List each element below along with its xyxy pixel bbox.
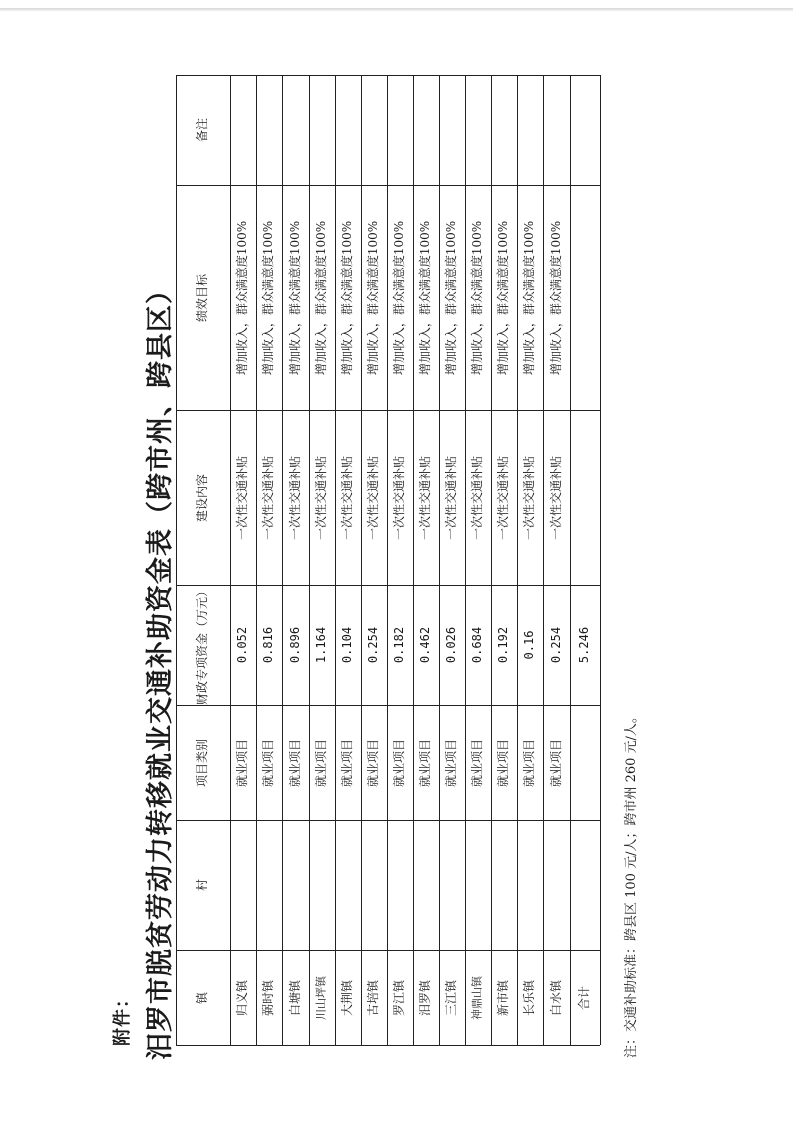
cell-town-text: 白塘镇 [287, 979, 302, 1016]
cell-category-text: 就业项目 [340, 738, 355, 787]
row-border [176, 75, 177, 1045]
total-funds-text: 5.246 [577, 626, 592, 664]
row-border [465, 75, 466, 1045]
cell-content-text: 一次性交通补贴 [314, 455, 329, 540]
scan-edge [0, 8, 793, 11]
cell-content-text: 一次性交通补贴 [261, 455, 276, 540]
cell-target-text: 增加收入，群众满意度100% [366, 220, 381, 375]
row-border [570, 75, 571, 1045]
cell-category-text: 就业项目 [261, 738, 276, 787]
row-border [543, 75, 544, 1045]
cell-town-text: 归义镇 [235, 979, 250, 1016]
column-border [176, 950, 600, 951]
header-town-text: 镇 [195, 991, 210, 1004]
cell-category-text: 就业项目 [366, 738, 381, 787]
cell-target-text: 增加收入，群众满意度100% [548, 220, 563, 375]
cell-content-text: 一次性交通补贴 [235, 455, 250, 540]
cell-content-text: 一次性交通补贴 [287, 455, 302, 540]
cell-town-text: 大荆镇 [340, 979, 355, 1016]
cell-funds-text: 0.16 [522, 630, 537, 660]
header-target-text: 绩效目标 [195, 273, 210, 322]
cell-category-text: 就业项目 [496, 738, 511, 787]
column-border [176, 185, 600, 186]
cell-category-text: 就业项目 [444, 738, 459, 787]
cell-content-text: 一次性交通补贴 [548, 455, 563, 540]
cell-content-text: 一次性交通补贴 [496, 455, 511, 540]
row-border [309, 75, 310, 1045]
cell-target-text: 增加收入，群众满意度100% [340, 220, 355, 375]
cell-target-text: 增加收入，群众满意度100% [392, 220, 407, 375]
cell-content-text: 一次性交通补贴 [340, 455, 355, 540]
cell-funds-text: 1.164 [314, 626, 329, 664]
cell-category-text: 就业项目 [418, 738, 433, 787]
column-border [176, 820, 600, 821]
cell-category-text: 就业项目 [287, 738, 302, 787]
row-border [230, 75, 231, 1045]
cell-town-text: 川山坪镇 [314, 975, 328, 1020]
header-category-text: 项目类别 [195, 738, 210, 787]
cell-funds-text: 0.182 [392, 626, 407, 664]
cell-town-text: 汨罗镇 [418, 979, 433, 1016]
cell-content-text: 一次性交通补贴 [444, 455, 459, 540]
cell-target-text: 增加收入，群众满意度100% [261, 220, 276, 375]
cell-funds-text: 0.254 [548, 626, 563, 664]
cell-funds-text: 0.026 [444, 626, 459, 664]
cell-target-text: 增加收入，群众满意度100% [444, 220, 459, 375]
row-border [413, 75, 414, 1045]
cell-content-text: 一次性交通补贴 [470, 455, 485, 540]
row-border [256, 75, 257, 1045]
row-border [517, 75, 518, 1045]
column-border [176, 1045, 600, 1046]
total-label-text: 合计 [577, 985, 592, 1010]
row-border [600, 75, 601, 1045]
cell-category-text: 就业项目 [522, 738, 537, 787]
cell-funds-text: 0.896 [287, 626, 302, 664]
cell-content-text: 一次性交通补贴 [418, 455, 433, 540]
cell-content-text: 一次性交通补贴 [522, 455, 537, 540]
cell-town-text: 罗江镇 [392, 979, 407, 1016]
cell-target-text: 增加收入，群众满意度100% [496, 220, 511, 375]
cell-funds-text: 0.052 [235, 626, 250, 664]
column-border [176, 75, 600, 76]
cell-target-text: 增加收入，群众满意度100% [470, 220, 485, 375]
column-border [176, 410, 600, 411]
cell-category-text: 就业项目 [470, 738, 485, 787]
row-border [491, 75, 492, 1045]
cell-content-text: 一次性交通补贴 [392, 455, 407, 540]
row-border [361, 75, 362, 1045]
cell-town-text: 三江镇 [444, 979, 459, 1016]
row-border [335, 75, 336, 1045]
row-border [387, 75, 388, 1045]
cell-funds-text: 0.816 [261, 626, 276, 664]
attachment-label: 附件： [112, 989, 133, 1046]
cell-content-text: 一次性交通补贴 [366, 455, 381, 540]
cell-funds-text: 0.462 [418, 626, 433, 664]
cell-funds-text: 0.684 [470, 626, 485, 664]
footnote: 注：交通补助标准：跨县区 100 元/人；跨市州 260 元/人。 [624, 710, 639, 1058]
cell-target-text: 增加收入，群众满意度100% [522, 220, 537, 375]
cell-funds-text: 0.254 [366, 626, 381, 664]
header-village-text: 村 [195, 878, 210, 892]
cell-category-text: 就业项目 [548, 738, 563, 787]
cell-town-text: 新市镇 [496, 979, 511, 1016]
row-border [439, 75, 440, 1045]
header-remark-text: 备注 [195, 117, 210, 143]
header-funds-text: 财政专项资金（万元） [195, 584, 210, 706]
cell-target-text: 增加收入，群众满意度100% [314, 220, 329, 375]
column-border [176, 705, 600, 706]
cell-target-text: 增加收入，群众满意度100% [287, 220, 302, 375]
cell-town-text: 神鼎山镇 [470, 975, 484, 1020]
cell-town-text: 白水镇 [548, 979, 563, 1016]
cell-category-text: 就业项目 [314, 738, 329, 787]
cell-town-text: 古培镇 [366, 979, 381, 1016]
cell-category-text: 就业项目 [392, 738, 407, 787]
page-title: 汨罗市脱贫劳动力转移就业交通补助资金表（跨市州、跨县区） [145, 276, 176, 1060]
cell-target-text: 增加收入，群众满意度100% [418, 220, 433, 375]
cell-funds-text: 0.192 [496, 626, 511, 664]
cell-category-text: 就业项目 [235, 738, 250, 787]
column-border [176, 585, 600, 586]
cell-town-text: 弼时镇 [261, 979, 276, 1016]
header-content-text: 建设内容 [195, 473, 210, 522]
row-border [282, 75, 283, 1045]
cell-funds-text: 0.104 [340, 626, 355, 664]
cell-town-text: 长乐镇 [522, 979, 537, 1016]
cell-target-text: 增加收入，群众满意度100% [235, 220, 250, 375]
